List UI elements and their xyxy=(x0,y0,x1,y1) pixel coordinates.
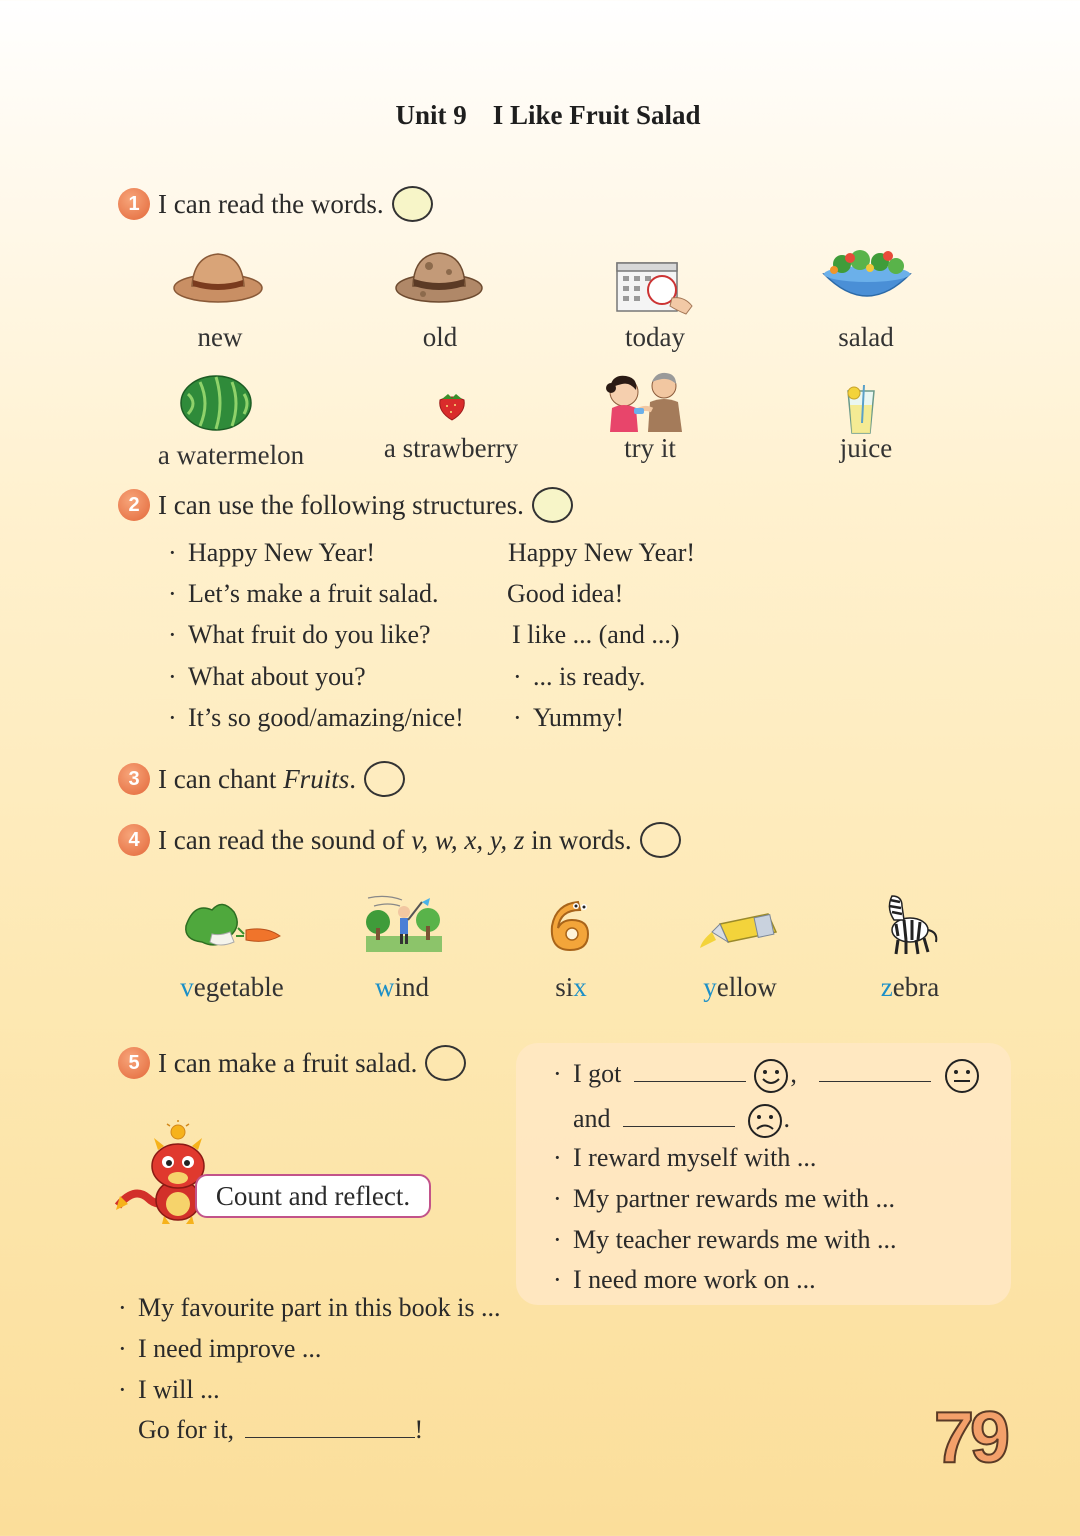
six-icon xyxy=(542,896,598,956)
blank-neutral-count[interactable] xyxy=(819,1059,931,1082)
structure-right-5: · Yummy! xyxy=(513,703,624,732)
try-it-people-icon xyxy=(600,368,696,434)
happy-face-icon xyxy=(752,1057,790,1095)
self-check-circle-3[interactable] xyxy=(364,761,405,797)
section-2-text: I can use the following structures. xyxy=(158,489,524,520)
bottom-line-go-for-it: Go for it, ! xyxy=(138,1415,424,1444)
section-number-3: 3 xyxy=(118,763,150,795)
section-number-1: 1 xyxy=(118,188,150,220)
word-juice: juice xyxy=(839,433,893,463)
page-number: 79 xyxy=(934,1398,1007,1478)
structure-left-3: · What fruit do you like? xyxy=(168,620,431,649)
word-today: today xyxy=(625,322,685,352)
new-hat-icon xyxy=(172,248,264,308)
section-1-text: I can read the words. xyxy=(158,188,384,219)
watermelon-icon xyxy=(178,374,254,432)
unit-name: I Like Fruit Salad xyxy=(492,100,701,130)
sound-letters: v, w, x, y, z xyxy=(411,824,525,855)
panel-line-reward-myself: · I reward myself with ... xyxy=(553,1143,817,1172)
yellow-paint-tube-icon xyxy=(698,910,780,952)
strawberry-icon xyxy=(434,392,470,422)
wind-icon xyxy=(366,892,442,952)
section-number-2: 2 xyxy=(118,489,150,521)
old-hat-icon xyxy=(393,246,485,308)
vegetable-icon xyxy=(180,896,284,952)
panel-line-more-work: · I need more work on ... xyxy=(553,1265,816,1294)
sound-word-six: six xyxy=(555,972,587,1002)
sound-word-wind: wind xyxy=(374,972,429,1002)
section-5-heading xyxy=(118,1045,466,1081)
word-old: old xyxy=(422,322,458,352)
blank-name[interactable] xyxy=(245,1415,415,1438)
unit-label: Unit 9 xyxy=(395,100,467,130)
section-number-4: 4 xyxy=(118,824,150,856)
zebra-icon xyxy=(876,890,940,956)
today-calendar-icon xyxy=(614,258,700,316)
word-strawberry: a strawberry xyxy=(383,433,519,463)
structure-left-2: · Let’s make a fruit salad. xyxy=(168,579,439,608)
bottom-line-favourite: · My favourite part in this book is ... xyxy=(118,1293,501,1322)
structure-left-1: · Happy New Year! xyxy=(168,538,376,567)
self-check-circle-4[interactable] xyxy=(640,822,681,858)
section-4-text: I can read the sound of v, w, x, y, z in words. xyxy=(158,824,632,855)
blank-happy-count[interactable] xyxy=(634,1059,746,1082)
panel-line-partner: · My partner rewards me with ... xyxy=(553,1184,896,1213)
neutral-face-icon xyxy=(942,1057,982,1095)
section-2-heading xyxy=(118,487,573,523)
section-1-heading xyxy=(118,186,433,222)
section-5-text: I can make a fruit salad. xyxy=(158,1047,418,1078)
sad-face-icon xyxy=(746,1102,784,1140)
section-4-heading xyxy=(118,822,681,858)
section-3-heading xyxy=(118,761,405,797)
sound-word-yellow: yellow xyxy=(703,972,777,1002)
panel-line-and: and . xyxy=(573,1102,790,1140)
word-new: new xyxy=(197,322,243,352)
panel-line-teacher: · My teacher rewards me with ... xyxy=(553,1225,897,1254)
juice-glass-icon xyxy=(842,383,880,435)
count-and-reflect-label: Count and reflect. xyxy=(195,1174,431,1218)
structure-right-2: Good idea! xyxy=(507,579,624,608)
section-3-text: I can chant Fruits. xyxy=(158,763,356,794)
sound-word-zebra: zebra xyxy=(880,972,940,1002)
word-salad: salad xyxy=(838,322,894,352)
page-title xyxy=(0,100,1080,131)
structure-right-1: Happy New Year! xyxy=(508,538,696,567)
structure-right-4: · ... is ready. xyxy=(513,662,646,691)
self-check-circle-5[interactable] xyxy=(425,1045,466,1081)
self-check-circle-2[interactable] xyxy=(532,487,573,523)
word-try-it: try it xyxy=(624,433,676,463)
self-check-circle-1[interactable] xyxy=(392,186,433,222)
blank-sad-count[interactable] xyxy=(623,1104,735,1127)
word-watermelon: a watermelon xyxy=(157,440,305,470)
panel-line-got: · I got , xyxy=(553,1057,982,1095)
salad-bowl-icon xyxy=(820,244,914,312)
structure-left-5: · It’s so good/amazing/nice! xyxy=(168,703,464,732)
bottom-line-will: · I will ... xyxy=(118,1375,220,1404)
chant-title: Fruits xyxy=(283,763,350,794)
section-number-5: 5 xyxy=(118,1047,150,1079)
bottom-line-improve: · I need improve ... xyxy=(118,1334,322,1363)
structure-right-3: I like ... (and ...) xyxy=(512,620,680,649)
sound-word-vegetable: vegetable xyxy=(180,972,284,1002)
structure-left-4: · What about you? xyxy=(168,662,366,691)
